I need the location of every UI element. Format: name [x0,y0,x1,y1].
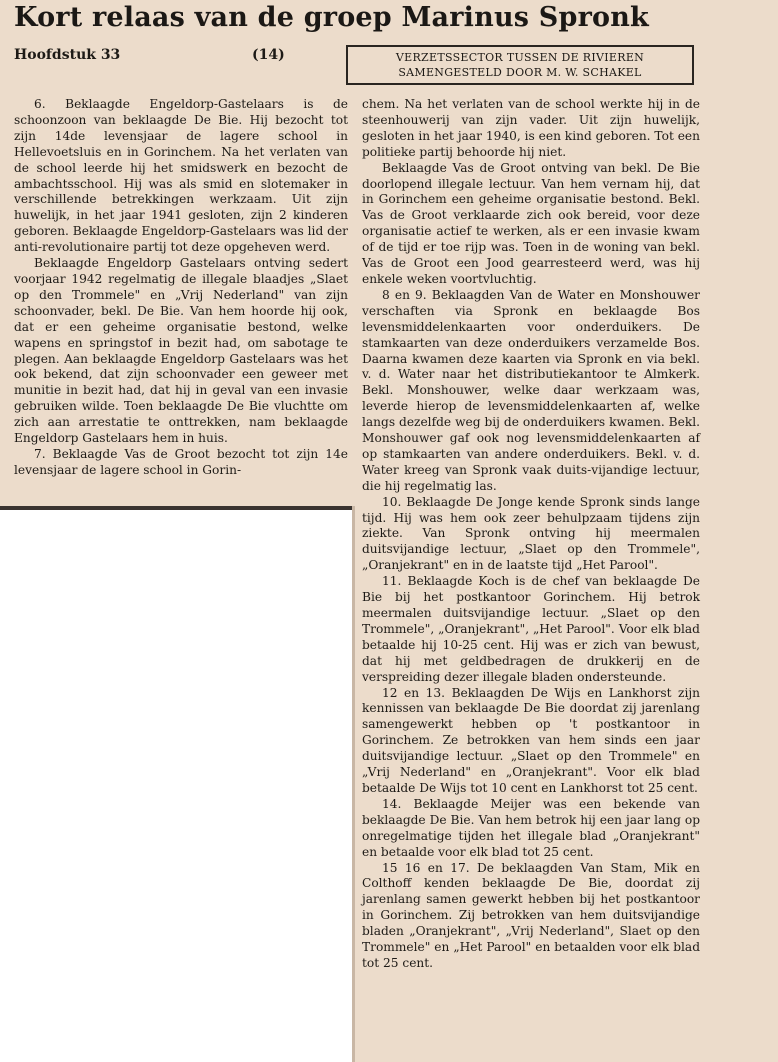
sector-line-1: VERZETSSECTOR TUSSEN DE RIVIEREN [395,51,645,64]
part-number: (14) [252,47,285,63]
clipping-edge-vertical [352,506,355,1062]
paragraph: 12 en 13. Beklaagden De Wijs en Lankhorst zijn kennissen van beklaagde De Bie doordat zij jarenlang samengewerkt hebben op 't postkantoor in Gorinchem. Ze betrokken van hem sinds een jaar duitsvijandige lectuur. „Slaet op den Trommele" en „Vrij Nederland" en „Oranjekrant". Voor elk blad betaalde De Wijs tot 10 cent en Lankhorst tot 25 cent. [362,685,700,795]
paragraph: 6. Beklaagde Engeldorp-Gastelaars is de schoonzoon van beklaagde De Bie. Hij bezocht tot zijn 14de levensjaar de lagere school in Hellevoetsluis en in Gorinchem. Na het verlaten van de school leerde hij het smidswerk en bezocht de ambachtsschool. Hij was als smid en slotemaker in verschillende betrekkingen werkzaam. Uit zijn huwelijk, in het jaar 1941 gesloten, zijn 2 kinderen geboren. Beklaagde Engeldorp-Gastelaars was lid der anti-revolutionaire partij tot deze opgeheven werd. [14,97,348,255]
paragraph: Beklaagde Engeldorp Gastelaars ontving sedert voorjaar 1942 regelmatig de illegale blaadjes „Slaet op den Trommele" en „Vrij Nederland" van zijn schoonvader, bekl. De Bie. Van hem hoorde hij ook, dat er een geheime organisatie bestond, welke wapens en springstof in bezit had, om sabotage te plegen. Aan beklaagde Engeldorp Gastelaars was het ook bekend, dat zijn schoonvader een geweer met munitie in bezit had, dat hij in geval van een invasie gebruiken wilde. Toen beklaagde De Bie vluchtte om zich aan arrestatie te onttrekken, nam beklaagde Engeldorp Gastelaars hem in huis. [14,256,348,446]
paragraph: chem. Na het verlaten van de school werkte hij in de steenhouwerij van zijn vader. Uit zijn huwelijk, gesloten in het jaar 1940, is een kind geboren. Tot een politieke partij behoorde hij niet. [362,97,700,159]
paragraph: Beklaagde Vas de Groot ontving van bekl. De Bie doorlopend illegale lectuur. Van hem vernam hij, dat in Gorinchem een geheime organisatie bestond. Bekl. Vas de Groot verklaarde zich ook bereid, voor deze organisatie actief te werken, als er een invasie kwam of de tijd er toe rijp was. Toen in de woning van bekl. Vas de Groot een Jood gearresteerd werd, was hij enkele weken voortvluchtig. [362,160,700,286]
left-column [14,97,348,479]
paragraph: 15 16 en 17. De beklaagden Van Stam, Mik en Colthoff kenden beklaagde De Bie, doordat zij jarenlang samen gewerkt hebben bij het postkantoor in Gorinchem. Zij betrokken van hem duitsvijandige bladen „Oranjekrant", „Vrij Nederland", Slaet op den Trommele" en „Het Parool" en betaalden voor elk blad tot 25 cent. [362,860,700,970]
chapter-label: Hoofdstuk 33 [14,47,121,63]
paragraph: 14. Beklaagde Meijer was een bekende van beklaagde De Bie. Van hem betrok hij een jaar lang op onregelmatige tijden het illegale blad „Oranjekrant" en betaalde voor elk blad tot 25 cent. [362,796,700,859]
sector-box [346,45,694,85]
sector-line-2: SAMENGESTELD DOOR M. W. SCHAKEL [398,66,642,79]
paragraph: 10. Beklaagde De Jonge kende Spronk sinds lange tijd. Hij was hem ook zeer behulpzaam tijdens zijn ziekte. Van Spronk ontving hij meermalen duitsvijandige lectuur, „Slaet op den Trommele", „Oranjekrant" en in de laatste tijd „Het Parool". [362,494,700,573]
paragraph: 11. Beklaagde Koch is de chef van beklaagde De Bie bij het postkantoor Gorinchem. Hij betrok meermalen duitsvijandige lectuur. „Slaet op den Trommele", „Oranjekrant", „Het Parool". Voor elk blad betaalde hij 10-25 cent. Hij was er zich van bewust, dat hij met geldbedragen de drukkerij en de verspreiding dezer illegale bladen ondersteunde. [362,574,700,684]
paragraph: 8 en 9. Beklaagden Van de Water en Monshouwer verschaften via Spronk en beklaagde Bos levensmiddelenkaarten voor onderduikers. De stamkaarten van deze onderduikers verzamelde Bos. Daarna kwamen deze kaarten via Spronk en via bekl. v. d. Water naar het distributiekantoor te Almkerk. Bekl. Monshouwer, welke daar werkzaam was, leverde hierop de levensmiddelenkaarten af, welke langs dezelfde weg bij de onderduikers kwamen. Bekl. Monshouwer gaf ook nog levensmiddelenkaarten af op stamkaarten van andere onderduikers. Bekl. v. d. Water kreeg van Spronk vaak duits-vijandige lectuur, die hij regelmatig las. [362,287,700,493]
paragraph: 7. Beklaagde Vas de Groot bezocht tot zijn 14e levensjaar de lagere school in Gorin- [14,446,348,477]
headline: Kort relaas van de groep Marinus Spronk [14,2,649,33]
blank-area [0,510,352,1062]
right-column [362,97,700,972]
